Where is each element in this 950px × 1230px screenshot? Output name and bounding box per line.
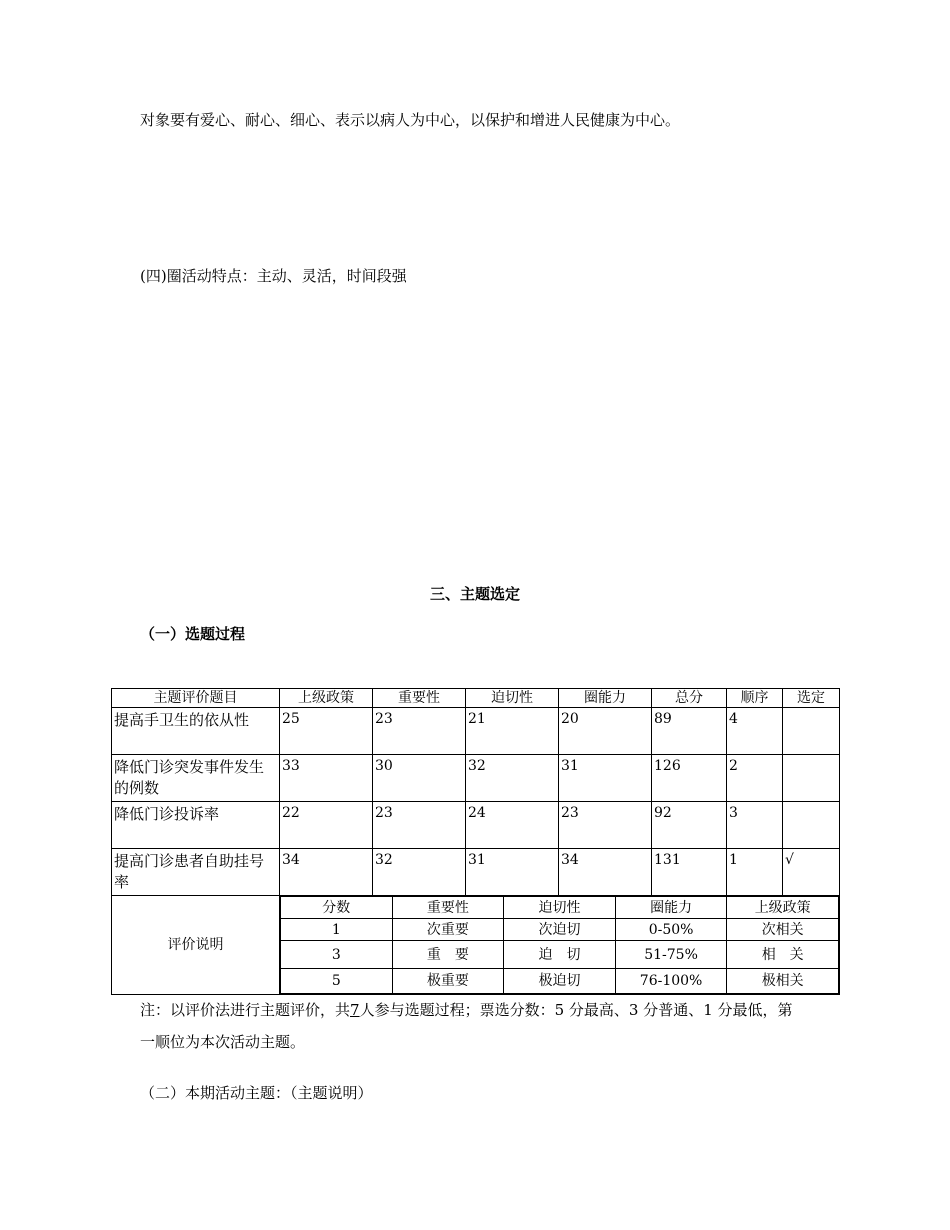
note-suffix: 人参与选题过程；票选分数：5 分最高、3 分普通、1 分最低，第: [359, 1001, 793, 1019]
cell-order: 1: [727, 849, 783, 896]
header-policy: 上级政策: [280, 689, 373, 708]
legend-cell: 重 要: [392, 941, 504, 969]
cell-topic: 提高手卫生的依从性: [112, 708, 280, 755]
cell-policy: 33: [280, 755, 373, 802]
cell-policy: 22: [280, 802, 373, 849]
evaluation-legend: [280, 896, 840, 995]
cell-order: 3: [727, 802, 783, 849]
participant-count: 7: [350, 1001, 360, 1019]
cell-order: 2: [727, 755, 783, 802]
header-selected: 选定: [783, 689, 840, 708]
evaluation-label: 评价说明: [112, 896, 280, 995]
cell-capability: 34: [559, 849, 652, 896]
cell-order: 4: [727, 708, 783, 755]
cell-selected: √: [783, 849, 840, 896]
legend-header-importance: 重要性: [392, 897, 504, 919]
header-importance: 重要性: [373, 689, 466, 708]
legend-cell: 0-50%: [615, 919, 727, 941]
cell-capability: 31: [559, 755, 652, 802]
legend-header-score: 分数: [281, 897, 393, 919]
legend-header-row: [281, 897, 839, 919]
cell-urgency: 31: [466, 849, 559, 896]
cell-total: 126: [652, 755, 727, 802]
table-row: [112, 708, 840, 755]
legend-header-policy: 上级政策: [727, 897, 839, 919]
legend-cell: 极迫切: [504, 969, 616, 994]
legend-header-urgency: 迫切性: [504, 897, 616, 919]
legend-cell: 次相关: [727, 919, 839, 941]
cell-capability: 20: [559, 708, 652, 755]
section-title: 三、主题选定: [429, 585, 520, 603]
header-order: 顺序: [727, 689, 783, 708]
topic-evaluation-table: [111, 688, 840, 995]
table-header-row: [112, 689, 840, 708]
subsection-activity-theme: （二）本期活动主题：（主题说明）: [140, 1084, 373, 1102]
cell-total: 89: [652, 708, 727, 755]
legend-cell: 1: [281, 919, 393, 941]
cell-urgency: 32: [466, 755, 559, 802]
legend-cell: 极相关: [727, 969, 839, 994]
cell-selected: [783, 755, 840, 802]
legend-header-capability: 圈能力: [615, 897, 727, 919]
legend-row: [281, 969, 839, 994]
cell-importance: 23: [373, 802, 466, 849]
paragraph-circle-features: (四)圈活动特点：主动、灵活，时间段强: [140, 267, 407, 285]
cell-policy: 25: [280, 708, 373, 755]
cell-total: 92: [652, 802, 727, 849]
cell-topic: 降低门诊投诉率: [112, 802, 280, 849]
evaluation-legend-row: [112, 896, 840, 995]
cell-selected: [783, 802, 840, 849]
cell-importance: 30: [373, 755, 466, 802]
evaluation-legend-table: [280, 896, 839, 994]
legend-cell: 迫 切: [504, 941, 616, 969]
cell-total: 131: [652, 849, 727, 896]
cell-urgency: 21: [466, 708, 559, 755]
legend-cell: 5: [281, 969, 393, 994]
cell-importance: 23: [373, 708, 466, 755]
header-topic: 主题评价题目: [112, 689, 280, 708]
header-total: 总分: [652, 689, 727, 708]
cell-policy: 34: [280, 849, 373, 896]
cell-urgency: 24: [466, 802, 559, 849]
legend-cell: 3: [281, 941, 393, 969]
legend-row: [281, 941, 839, 969]
note-line-2: 一顺位为本次活动主题。: [140, 1033, 306, 1051]
note-line-1: [140, 1000, 793, 1020]
cell-selected: [783, 708, 840, 755]
legend-cell: 次重要: [392, 919, 504, 941]
cell-topic: 提高门诊患者自助挂号率: [112, 849, 280, 896]
note-prefix: 注：以评价法进行主题评价，共: [140, 1001, 351, 1019]
legend-cell: 极重要: [392, 969, 504, 994]
legend-cell: 51-75%: [615, 941, 727, 969]
table-row: [112, 755, 840, 802]
table-row: [112, 802, 840, 849]
cell-importance: 32: [373, 849, 466, 896]
cell-topic: 降低门诊突发事件发生的例数: [112, 755, 280, 802]
header-urgency: 迫切性: [466, 689, 559, 708]
legend-cell: 76-100%: [615, 969, 727, 994]
header-capability: 圈能力: [559, 689, 652, 708]
legend-cell: 相 关: [727, 941, 839, 969]
paragraph-heart: 对象要有爱心、耐心、细心、表示以病人为中心，以保护和增进人民健康为中心。: [140, 111, 681, 129]
table-row: [112, 849, 840, 896]
legend-cell: 次迫切: [504, 919, 616, 941]
subsection-selection-process: （一）选题过程: [140, 625, 246, 643]
legend-row: [281, 919, 839, 941]
cell-capability: 23: [559, 802, 652, 849]
